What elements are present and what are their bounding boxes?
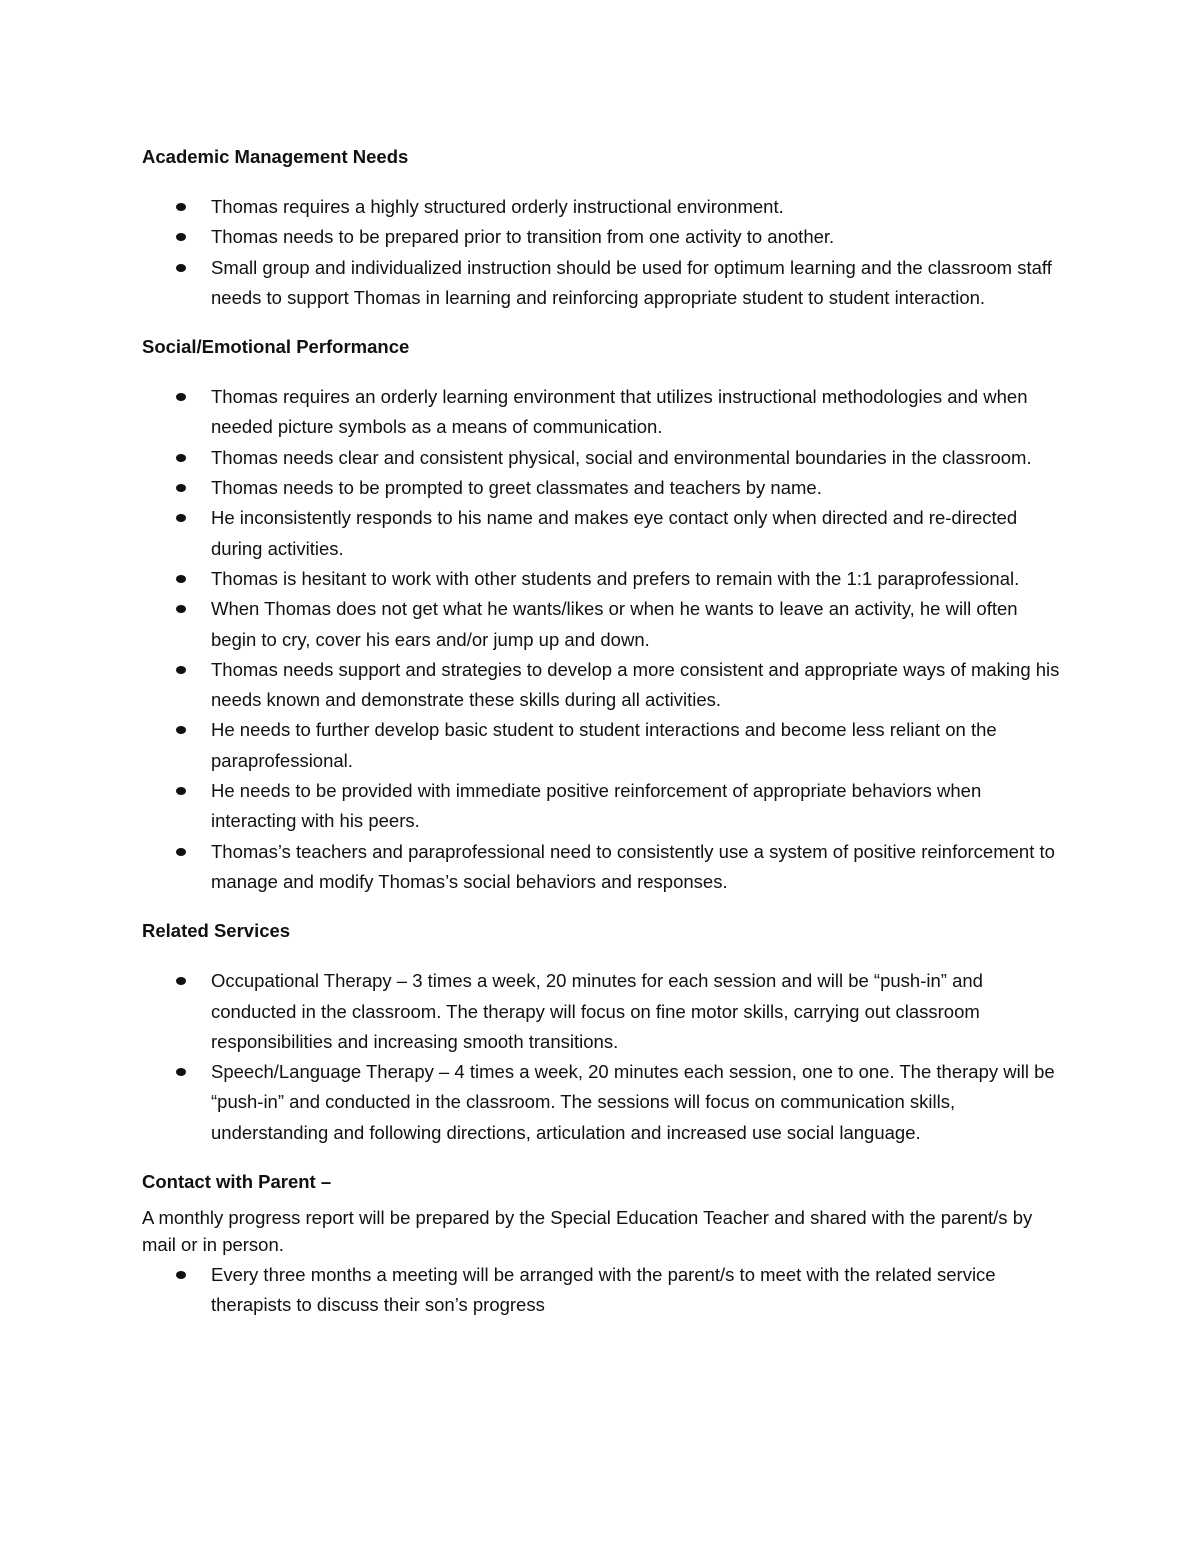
bullet-icon (176, 1068, 186, 1076)
bullet-icon (176, 393, 186, 401)
list-item: Thomas’s teachers and paraprofessional need to consistently use a system of positive reinforcement to manage and modify Thomas’s social behaviors and responses. (142, 837, 1062, 898)
bullet-icon (176, 514, 186, 522)
list-item: Thomas needs support and strategies to develop a more consistent and appropriate ways of making his needs known and demonstrate these skills during all activities. (142, 655, 1062, 716)
list-item: Every three months a meeting will be arranged with the parent/s to meet with the related service therapists to discuss their son’s progress (142, 1260, 1062, 1321)
bullet-list (142, 1260, 1062, 1321)
section-heading: Academic Management Needs (142, 146, 409, 167)
list-item: Thomas requires an orderly learning environment that utilizes instructional methodologies and when needed picture symbols as a means of communication. (142, 382, 1062, 443)
list-item: He inconsistently responds to his name and makes eye contact only when directed and re-directed during activities. (142, 503, 1062, 564)
bullet-icon (176, 848, 186, 856)
section-contact-with-parent (142, 1167, 1062, 1321)
bullet-list (142, 382, 1062, 897)
bullet-icon (176, 787, 186, 795)
list-item: Occupational Therapy – 3 times a week, 20 minutes for each session and will be “push-in” and conducted in the classroom. The therapy will focus on fine motor skills, carrying out classroom responsibilities and increasing smooth transitions. (142, 966, 1062, 1057)
section-paragraph: A monthly progress report will be prepared by the Special Education Teacher and shared with the parent/s by mail or in person. (142, 1207, 1033, 1256)
section-academic-management (142, 142, 1062, 313)
bullet-list (142, 192, 1062, 313)
section-social-emotional (142, 332, 1062, 897)
bullet-icon (176, 726, 186, 734)
section-heading: Contact with Parent – (142, 1171, 332, 1193)
bullet-icon (176, 1271, 186, 1279)
bullet-icon (176, 233, 186, 241)
bullet-list (142, 966, 1062, 1148)
list-item: Small group and individualized instruction should be used for optimum learning and the classroom staff needs to support Thomas in learning and reinforcing appropriate student to student interaction. (142, 253, 1062, 314)
bullet-icon (176, 575, 186, 583)
list-item: Thomas is hesitant to work with other students and prefers to remain with the 1:1 paraprofessional. (142, 564, 1062, 594)
list-item: He needs to further develop basic student to student interactions and become less reliant on the paraprofessional. (142, 715, 1062, 776)
section-heading: Related Services (142, 920, 291, 942)
list-item: When Thomas does not get what he wants/likes or when he wants to leave an activity, he will often begin to cry, cover his ears and/or jump up and down. (142, 594, 1062, 655)
document-body (142, 142, 1062, 1321)
bullet-icon (176, 454, 186, 462)
list-item: He needs to be provided with immediate positive reinforcement of appropriate behaviors when interacting with his peers. (142, 776, 1062, 837)
bullet-icon (176, 666, 186, 674)
list-item: Thomas needs clear and consistent physical, social and environmental boundaries in the classroom. (142, 443, 1062, 473)
section-related-services (142, 916, 1062, 1148)
list-item: Thomas requires a highly structured orderly instructional environment. (142, 192, 1062, 222)
bullet-icon (176, 484, 186, 492)
list-item: Speech/Language Therapy – 4 times a week, 20 minutes each session, one to one. The therapy will be “push-in” and conducted in the classroom. The sessions will focus on communication skills, understanding and following directions, articulation and increased use social language. (142, 1057, 1062, 1148)
bullet-icon (176, 605, 186, 613)
bullet-icon (176, 264, 186, 272)
section-heading: Social/Emotional Performance (142, 336, 410, 358)
list-item: Thomas needs to be prepared prior to transition from one activity to another. (142, 222, 1062, 252)
bullet-icon (176, 977, 186, 985)
bullet-icon (176, 203, 186, 211)
list-item: Thomas needs to be prompted to greet classmates and teachers by name. (142, 473, 1062, 503)
